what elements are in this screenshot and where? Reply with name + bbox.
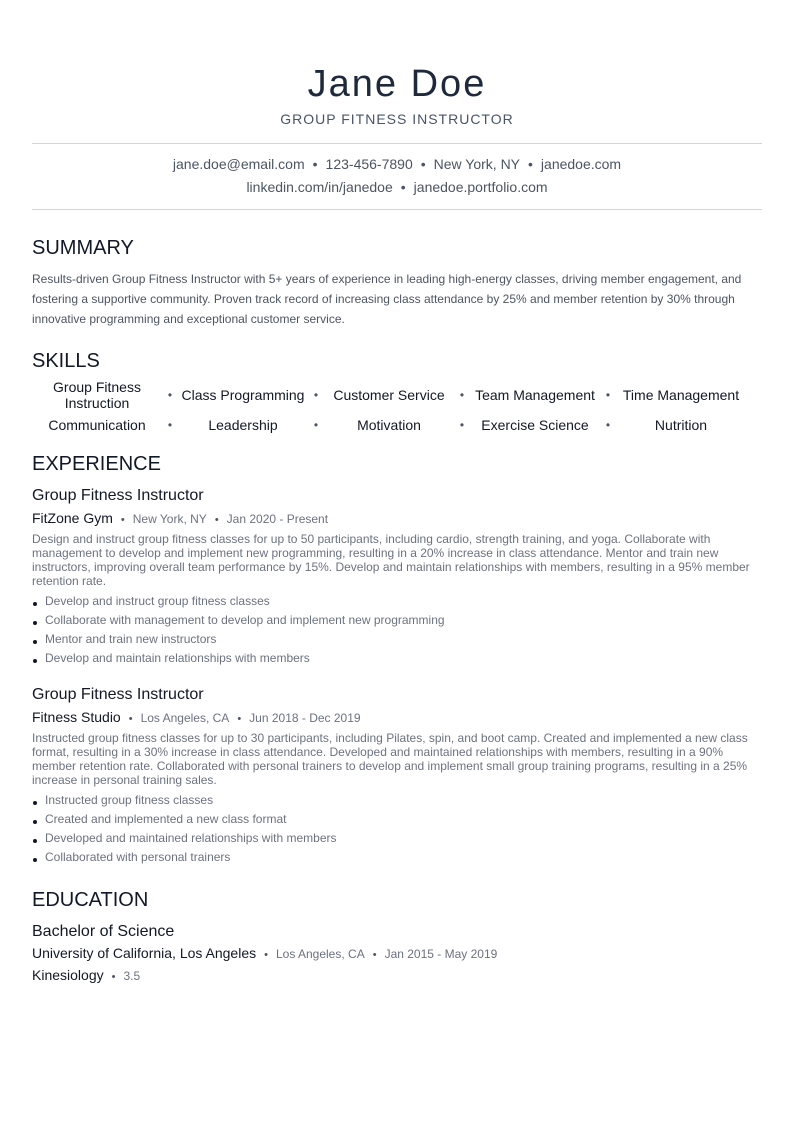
summary-section bbox=[32, 235, 762, 329]
contact-block bbox=[32, 144, 762, 209]
contact-separator: • bbox=[312, 156, 318, 172]
job-bullet: Developed and maintained relationships with members bbox=[32, 829, 762, 848]
skill-item: Nutrition bbox=[654, 417, 708, 433]
meta-separator: • bbox=[264, 949, 268, 961]
skill-item: Class Programming bbox=[181, 387, 305, 403]
skill-item: Motivation bbox=[357, 417, 421, 433]
skill-separator: • bbox=[313, 418, 319, 432]
meta-separator: • bbox=[214, 514, 219, 526]
meta-separator: • bbox=[120, 514, 125, 526]
job-bullet: Develop and instruct group fitness classes bbox=[32, 592, 762, 611]
job-bullet: Collaborated with personal trainers bbox=[32, 848, 762, 867]
contact-portfolio[interactable]: janedoe.portfolio.com bbox=[413, 179, 548, 195]
skill-separator: • bbox=[167, 388, 173, 402]
contact-line-2 bbox=[32, 176, 762, 199]
job-company: Fitness Studio bbox=[32, 709, 121, 725]
job-bullet: Created and implemented a new class format bbox=[32, 810, 762, 829]
contact-phone[interactable]: 123-456-7890 bbox=[325, 156, 413, 172]
contact-separator: • bbox=[400, 179, 406, 195]
education-heading: EDUCATION bbox=[32, 889, 149, 911]
experience-section bbox=[32, 451, 762, 867]
skill-item: Exercise Science bbox=[481, 417, 589, 433]
contact-separator: • bbox=[420, 156, 426, 172]
candidate-name: Jane Doe bbox=[307, 63, 487, 105]
school-dates: Jan 2015 - May 2019 bbox=[384, 947, 498, 961]
resume-page bbox=[32, 0, 762, 987]
header-divider-bottom bbox=[32, 209, 762, 210]
job-bullet-list bbox=[32, 592, 762, 668]
job-entry bbox=[32, 684, 762, 867]
contact-linkedin[interactable]: linkedin.com/in/janedoe bbox=[246, 179, 393, 195]
gpa: 3.5 bbox=[123, 969, 141, 983]
job-location: Los Angeles, CA bbox=[140, 711, 230, 725]
job-bullet-list bbox=[32, 791, 762, 867]
job-dates: Jan 2020 - Present bbox=[226, 512, 329, 526]
major: Kinesiology bbox=[32, 967, 104, 983]
contact-location: New York, NY bbox=[433, 156, 521, 172]
skill-item: Team Management bbox=[475, 387, 595, 403]
skills-heading: SKILLS bbox=[32, 350, 100, 372]
job-bullet: Instructed group fitness classes bbox=[32, 791, 762, 810]
job-meta bbox=[32, 708, 762, 728]
skill-separator: • bbox=[459, 418, 465, 432]
contact-website[interactable]: janedoe.com bbox=[540, 156, 622, 172]
meta-separator: • bbox=[111, 971, 116, 983]
education-school-line bbox=[32, 943, 762, 965]
skill-item: Communication bbox=[48, 417, 146, 433]
skill-separator: • bbox=[605, 388, 611, 402]
job-location: New York, NY bbox=[132, 512, 207, 526]
meta-separator: • bbox=[372, 949, 377, 961]
job-title: Group Fitness Instructor bbox=[32, 686, 204, 703]
job-title: Group Fitness Instructor bbox=[32, 487, 204, 504]
skill-separator: • bbox=[605, 418, 611, 432]
job-bullet: Develop and maintain relationships with members bbox=[32, 649, 762, 668]
candidate-role: GROUP FITNESS INSTRUCTOR bbox=[280, 111, 514, 127]
contact-email[interactable]: jane.doe@email.com bbox=[172, 156, 305, 172]
skill-separator: • bbox=[459, 388, 465, 402]
job-dates: Jun 2018 - Dec 2019 bbox=[249, 711, 361, 725]
job-description: Instructed group fitness classes for up to 30 participants, including Pilates, spin, and boot camp. Created and implemented a new class format, resulting in a 30% increase in class attendance. Developed and maintained relationships with members, resulting in a 90% member retention rate. Collaborated with personal trainers to develop and implement small group training programs, resulting in a 25% increase in personal training sales. bbox=[32, 731, 748, 787]
skill-item: Group Fitness Instruction bbox=[53, 379, 141, 411]
summary-heading: SUMMARY bbox=[32, 237, 134, 259]
education-major-line bbox=[32, 965, 762, 987]
skills-grid bbox=[32, 379, 762, 433]
job-entry bbox=[32, 485, 762, 668]
education-section bbox=[32, 887, 762, 987]
skill-item: Customer Service bbox=[333, 387, 445, 403]
experience-heading: EXPERIENCE bbox=[32, 453, 161, 475]
job-bullet: Mentor and train new instructors bbox=[32, 630, 762, 649]
job-bullet: Collaborate with management to develop and implement new programming bbox=[32, 611, 762, 630]
skill-separator: • bbox=[313, 388, 319, 402]
job-description: Design and instruct group fitness classes for up to 50 participants, including cardio, strength training, and yoga. Collaborate with management to develop and implement new programming, resulting in a 20% increase in class attendance. Mentor and train new instructors, improving overall team performance by 15%. Develop and maintain relationships with members, resulting in a 95% member retention rate. bbox=[32, 532, 750, 588]
school-name: University of California, Los Angeles bbox=[32, 945, 257, 961]
skill-item: Time Management bbox=[622, 387, 740, 403]
skill-separator: • bbox=[167, 418, 173, 432]
skills-section bbox=[32, 348, 762, 433]
school-location: Los Angeles, CA bbox=[275, 947, 365, 961]
contact-separator: • bbox=[528, 156, 533, 172]
meta-separator: • bbox=[237, 713, 242, 725]
summary-text: Results-driven Group Fitness Instructor with 5+ years of experience in leading high-energy classes, driving member engagement, and fostering a supportive community. Proven track record of increasing class attendance by 25% and member retention by 30% through innovative programming and exceptional customer service. bbox=[32, 272, 742, 326]
contact-line-1 bbox=[32, 153, 762, 176]
meta-separator: • bbox=[128, 713, 133, 725]
job-meta bbox=[32, 509, 762, 529]
job-company: FitZone Gym bbox=[32, 510, 113, 526]
skill-item: Leadership bbox=[208, 417, 278, 433]
degree-title: Bachelor of Science bbox=[32, 923, 175, 940]
